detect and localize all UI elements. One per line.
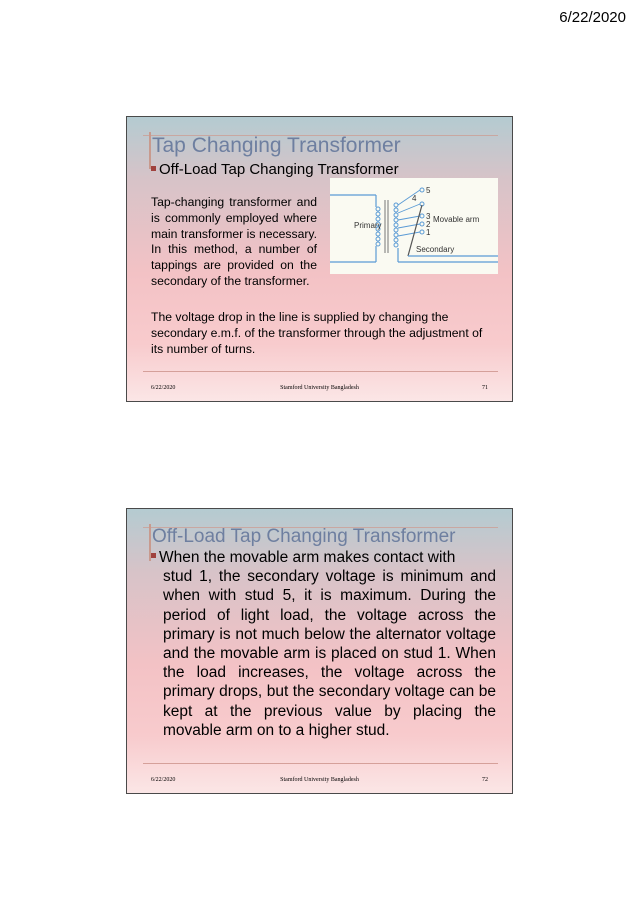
secondary-coil xyxy=(394,203,398,247)
footer-date: 6/22/2020 xyxy=(151,777,176,783)
stud-5 xyxy=(420,188,424,192)
footer-university: Stamford University Bangladesh xyxy=(280,777,359,783)
footer-rule xyxy=(143,763,498,764)
stud-3 xyxy=(420,214,424,218)
stud-label-4: 4 xyxy=(412,194,417,203)
stud-1 xyxy=(420,230,424,234)
stud-label-2: 2 xyxy=(426,220,431,229)
movable-arm-label: Movable arm xyxy=(433,215,480,224)
tap-changer-diagram xyxy=(330,178,498,274)
tap-wires xyxy=(398,190,420,236)
body-continuation: stud 1, the secondary voltage is minimum and when with stud 5, it is maximum. During the period of light load, the voltage across the primary is not much below the alternator voltage and the movable arm is placed on stud 1. When the load increases, the voltage across the primary drops, but the secondary voltage can be kept at the previous value by placing the movable arm on to a higher stud. xyxy=(163,568,496,739)
body-first-line: When the movable arm makes contact with xyxy=(151,548,496,567)
stud-label-5: 5 xyxy=(426,186,431,195)
slide-title: Tap Changing Transformer xyxy=(152,134,401,157)
slide-subtitle: Off-Load Tap Changing Transformer xyxy=(151,161,399,178)
slide-body xyxy=(151,548,496,740)
slide-title: Off-Load Tap Changing Transformer xyxy=(152,526,456,547)
footer-page-number: 71 xyxy=(482,385,488,391)
bullet-icon xyxy=(151,553,156,558)
secondary-label: Secondary xyxy=(416,245,455,254)
footer-university: Stamford University Bangladesh xyxy=(280,385,359,391)
footer-date: 6/22/2020 xyxy=(151,385,176,391)
stud-2 xyxy=(420,222,424,226)
slide-71 xyxy=(126,116,513,402)
stud-label-1: 1 xyxy=(426,228,431,237)
description-paragraph: Tap-changing transformer and is commonly employed where main transformer is necessary. In this method, a number of tappings are provided on the secondary of the transformer. xyxy=(151,195,317,288)
circuit-svg xyxy=(330,178,498,274)
footer-page-number: 72 xyxy=(482,777,488,783)
slide-72 xyxy=(126,508,513,794)
bullet-icon xyxy=(151,166,156,171)
page-date: 6/22/2020 xyxy=(559,9,626,26)
voltage-paragraph: The voltage drop in the line is supplied by changing the secondary e.m.f. of the transformer through the adjustment of its number of turns. xyxy=(151,310,483,356)
stud-label-3: 3 xyxy=(426,212,431,221)
footer-rule xyxy=(143,371,498,372)
primary-label: Primary xyxy=(354,221,382,230)
